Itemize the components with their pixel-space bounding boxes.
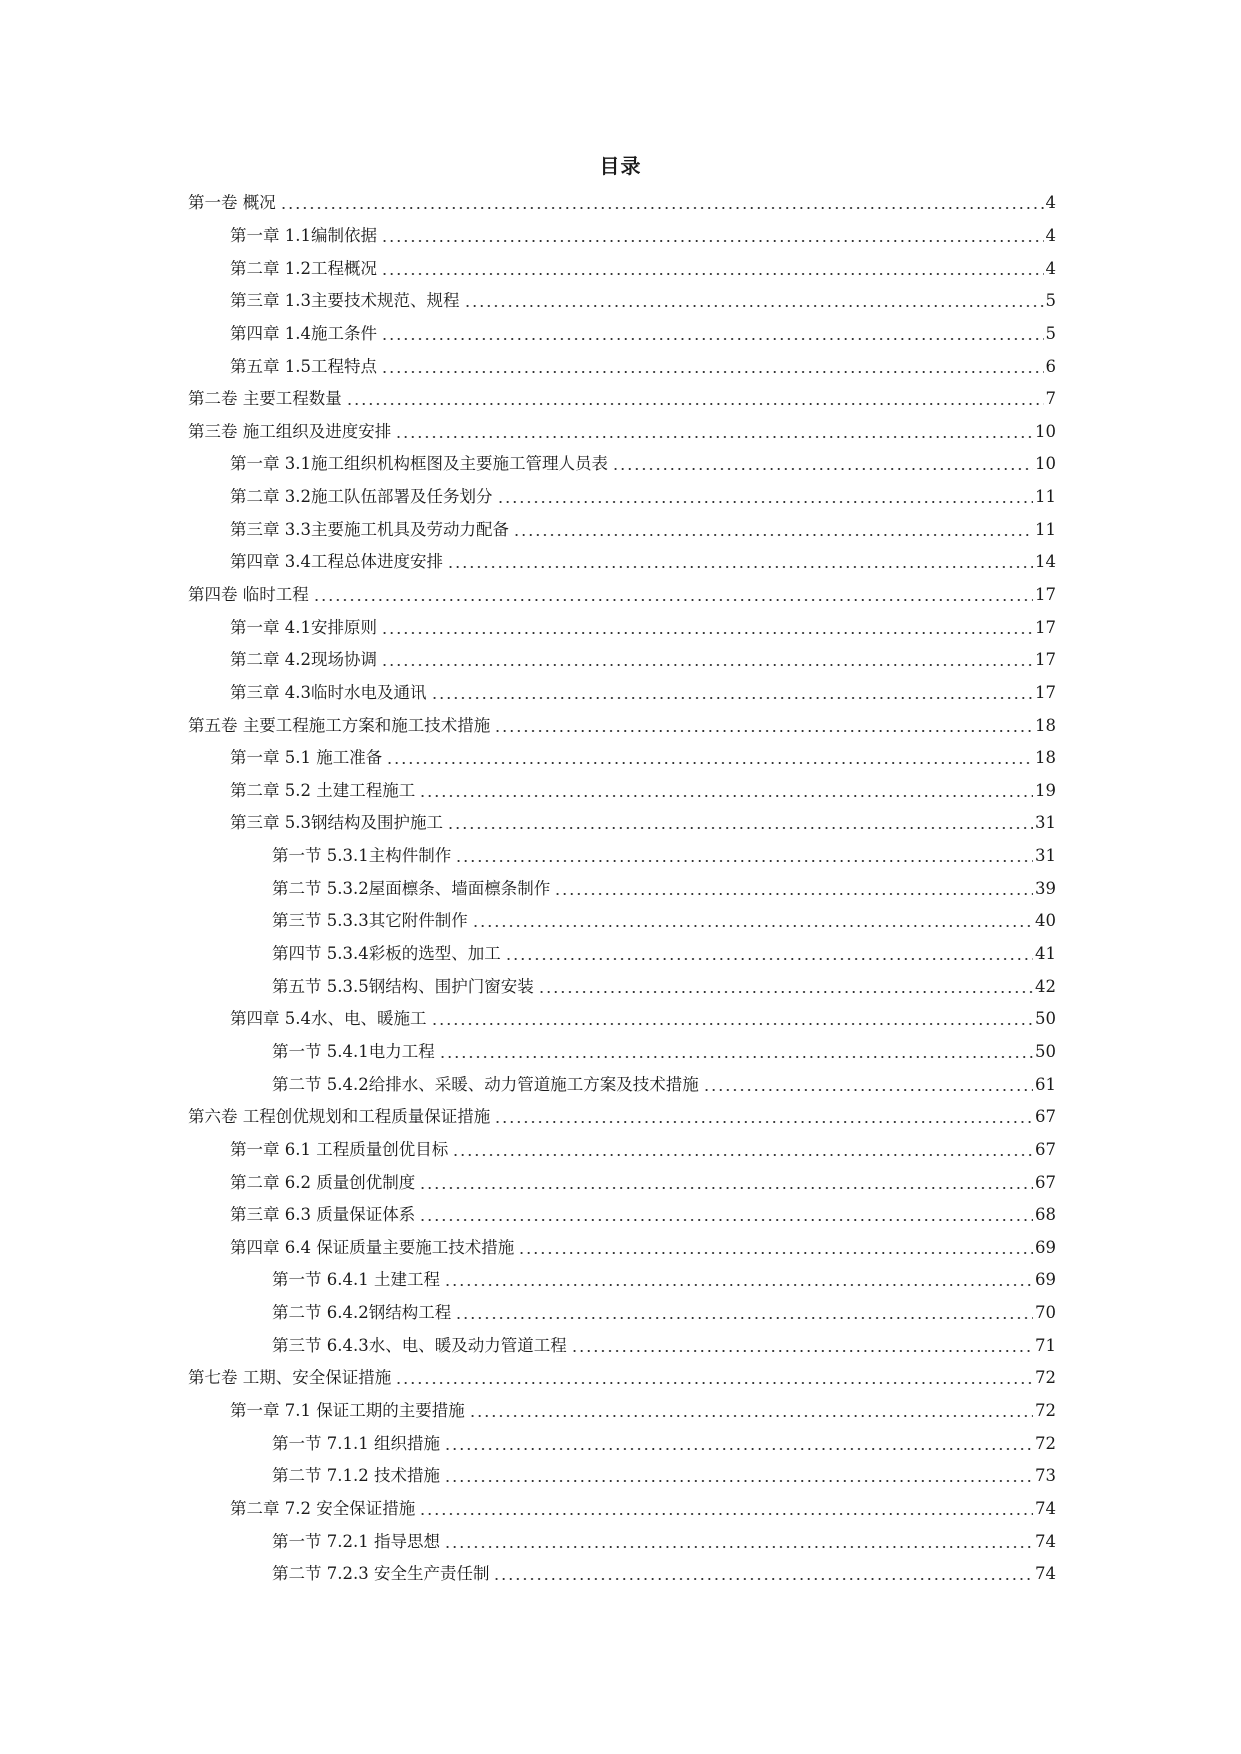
toc-entry[interactable] bbox=[188, 970, 1056, 1003]
toc-entry[interactable] bbox=[188, 1460, 1056, 1493]
toc-page-number: 19 bbox=[1035, 780, 1056, 800]
toc-page-number: 74 bbox=[1035, 1498, 1056, 1518]
toc-entry[interactable] bbox=[188, 1395, 1056, 1428]
toc-entry[interactable] bbox=[188, 807, 1056, 840]
toc-page-number: 7 bbox=[1045, 389, 1056, 409]
toc-entry[interactable] bbox=[188, 840, 1056, 873]
toc-entry-label: 第一章 3.1施工组织机构框图及主要施工管理人员表 bbox=[230, 454, 608, 474]
toc-entry[interactable] bbox=[188, 1199, 1056, 1232]
toc-page-number: 10 bbox=[1035, 454, 1056, 474]
toc-entry-label: 第五节 5.3.5钢结构、围护门窗安装 bbox=[272, 976, 534, 996]
toc-entry[interactable] bbox=[188, 1362, 1056, 1395]
toc-entry-label: 第三章 6.3 质量保证体系 bbox=[230, 1205, 416, 1225]
toc-page-number: 17 bbox=[1035, 585, 1056, 604]
toc-page-number: 10 bbox=[1035, 421, 1056, 441]
toc-page-number: 61 bbox=[1035, 1074, 1056, 1094]
toc-dot-leader bbox=[439, 1045, 1033, 1059]
toc-entry-label: 第三节 5.3.3其它附件制作 bbox=[272, 911, 468, 931]
toc-entry-label: 第四节 5.3.4彩板的选型、加工 bbox=[272, 944, 501, 964]
toc-entry[interactable] bbox=[188, 775, 1056, 808]
toc-entry-label: 第一节 5.3.1主构件制作 bbox=[272, 846, 452, 866]
toc-dot-leader bbox=[280, 196, 1044, 210]
toc-entry[interactable] bbox=[188, 220, 1056, 253]
toc-page-number: 70 bbox=[1035, 1303, 1056, 1323]
toc-page-number: 4 bbox=[1045, 258, 1056, 278]
toc-dot-leader bbox=[381, 621, 1033, 635]
toc-dot-leader bbox=[395, 425, 1033, 439]
toc-entry-label: 第二章 7.2 安全保证措施 bbox=[230, 1498, 416, 1518]
toc-entry-label: 第七卷 工期、安全保证措施 bbox=[188, 1368, 392, 1388]
toc-page-number: 69 bbox=[1035, 1270, 1056, 1290]
toc-title: 目录 bbox=[599, 154, 642, 178]
toc-entry[interactable] bbox=[188, 546, 1056, 579]
toc-entry-label: 第三章 3.3主要施工机具及劳动力配备 bbox=[230, 519, 509, 539]
toc-entry-label: 第二节 6.4.2钢结构工程 bbox=[272, 1303, 452, 1323]
toc-dot-leader bbox=[419, 784, 1033, 798]
toc-page-number: 74 bbox=[1035, 1564, 1056, 1584]
toc-entry-label: 第四章 5.4水、电、暖施工 bbox=[230, 1009, 427, 1029]
toc-entry-label: 第二节 5.3.2屋面檩条、墙面檩条制作 bbox=[272, 878, 551, 898]
toc-dot-leader bbox=[419, 1502, 1033, 1516]
toc-entry-label: 第一节 5.4.1电力工程 bbox=[272, 1041, 435, 1061]
toc-entry[interactable] bbox=[188, 252, 1056, 285]
toc-entry-label: 第一节 7.1.1 组织措施 bbox=[272, 1433, 440, 1453]
toc-dot-leader bbox=[381, 262, 1044, 276]
toc-dot-leader bbox=[493, 1567, 1033, 1581]
toc-entry[interactable] bbox=[188, 1134, 1056, 1167]
toc-entry[interactable] bbox=[188, 415, 1056, 448]
toc-entry[interactable] bbox=[188, 872, 1056, 905]
toc-dot-leader bbox=[452, 1143, 1033, 1157]
toc-entry-label: 第二章 4.2现场协调 bbox=[230, 650, 377, 670]
toc-dot-leader bbox=[538, 980, 1033, 994]
toc-dot-leader bbox=[571, 1339, 1033, 1353]
toc-dot-leader bbox=[497, 490, 1034, 504]
toc-dot-leader bbox=[505, 947, 1033, 961]
toc-entry-label: 第一节 6.4.1 土建工程 bbox=[272, 1270, 440, 1290]
toc-page-number: 71 bbox=[1035, 1335, 1056, 1355]
toc-dot-leader bbox=[419, 1176, 1033, 1190]
toc-entry[interactable] bbox=[188, 1003, 1056, 1036]
toc-dot-leader bbox=[381, 229, 1044, 243]
toc-entry[interactable] bbox=[188, 611, 1056, 644]
toc-entry-label: 第四卷 临时工程 bbox=[188, 585, 309, 604]
toc-entry[interactable] bbox=[188, 1297, 1056, 1330]
toc-entry-label: 第三章 4.3临时水电及通讯 bbox=[230, 682, 427, 702]
toc-entry-label: 第一节 7.2.1 指导思想 bbox=[272, 1531, 440, 1551]
toc-dot-leader bbox=[518, 1241, 1033, 1255]
toc-dot-leader bbox=[703, 1078, 1033, 1092]
toc-page-number: 42 bbox=[1035, 976, 1056, 996]
toc-entry-label: 第二节 7.2.3 安全生产责任制 bbox=[272, 1564, 490, 1584]
toc-entry-label: 第二节 7.1.2 技术措施 bbox=[272, 1466, 440, 1486]
toc-entry[interactable] bbox=[188, 1264, 1056, 1297]
toc-entry-label: 第四章 6.4 保证质量主要施工技术措施 bbox=[230, 1237, 515, 1257]
toc-entry-label: 第四章 1.4施工条件 bbox=[230, 323, 377, 343]
toc-entry[interactable] bbox=[188, 1558, 1056, 1591]
toc-dot-leader bbox=[455, 1306, 1033, 1320]
toc-dot-leader bbox=[513, 523, 1033, 537]
toc-entry[interactable] bbox=[188, 285, 1056, 318]
toc-entry[interactable] bbox=[188, 1427, 1056, 1460]
toc-entry-label: 第一章 7.1 保证工期的主要措施 bbox=[230, 1401, 465, 1421]
toc-entry[interactable] bbox=[188, 513, 1056, 546]
toc-page-number: 17 bbox=[1035, 682, 1056, 702]
toc-page-number: 18 bbox=[1035, 715, 1056, 735]
toc-dot-leader bbox=[386, 751, 1033, 765]
toc-dot-leader bbox=[346, 392, 1044, 406]
toc-entry[interactable] bbox=[188, 644, 1056, 677]
toc-page-number: 72 bbox=[1035, 1401, 1056, 1421]
toc-entry-label: 第一卷 概况 bbox=[188, 193, 276, 213]
toc-page-number: 73 bbox=[1035, 1466, 1056, 1486]
toc-page-number: 18 bbox=[1035, 748, 1056, 768]
toc-entry[interactable] bbox=[188, 318, 1056, 351]
toc-entry[interactable] bbox=[188, 350, 1056, 383]
toc-page-number: 17 bbox=[1035, 650, 1056, 670]
toc-dot-leader bbox=[431, 686, 1034, 700]
toc-entry-label: 第一章 1.1编制依据 bbox=[230, 225, 377, 245]
toc-page-number: 74 bbox=[1035, 1531, 1056, 1551]
toc-dot-leader bbox=[447, 816, 1033, 830]
toc-entry[interactable] bbox=[188, 677, 1056, 710]
toc-entry[interactable] bbox=[188, 448, 1056, 481]
toc-page-number: 17 bbox=[1035, 617, 1056, 637]
toc-entry[interactable] bbox=[188, 1101, 1056, 1134]
toc-entry[interactable] bbox=[188, 383, 1056, 416]
toc-entry-label: 第三节 6.4.3水、电、暖及动力管道工程 bbox=[272, 1335, 567, 1355]
toc-page-number: 67 bbox=[1035, 1139, 1056, 1159]
toc-dot-leader bbox=[554, 882, 1033, 896]
toc-entry-label: 第三章 1.3主要技术规范、规程 bbox=[230, 291, 460, 311]
toc-dot-leader bbox=[444, 1535, 1033, 1549]
toc-dot-leader bbox=[447, 555, 1033, 569]
toc-page-number: 31 bbox=[1035, 813, 1056, 833]
toc-page-number: 5 bbox=[1045, 323, 1056, 343]
toc-dot-leader bbox=[419, 1208, 1033, 1222]
toc-page-number: 4 bbox=[1045, 225, 1056, 245]
toc-page-number: 11 bbox=[1035, 487, 1056, 507]
toc-list bbox=[188, 187, 1056, 1591]
toc-entry-label: 第二章 1.2工程概况 bbox=[230, 258, 377, 278]
toc-entry[interactable] bbox=[188, 742, 1056, 775]
toc-entry[interactable] bbox=[188, 1232, 1056, 1265]
toc-page-number: 5 bbox=[1045, 291, 1056, 311]
toc-page-number: 39 bbox=[1035, 878, 1056, 898]
toc-entry[interactable] bbox=[188, 1525, 1056, 1558]
toc-entry[interactable] bbox=[188, 1036, 1056, 1069]
toc-dot-leader bbox=[494, 1110, 1033, 1124]
toc-page-number: 11 bbox=[1035, 519, 1056, 539]
toc-page-number: 31 bbox=[1035, 846, 1056, 866]
toc-entry-label: 第五卷 主要工程施工方案和施工技术措施 bbox=[188, 715, 491, 735]
toc-page-number: 68 bbox=[1035, 1205, 1056, 1225]
toc-page-number: 14 bbox=[1035, 552, 1056, 572]
toc-entry[interactable] bbox=[188, 1329, 1056, 1362]
toc-dot-leader bbox=[444, 1273, 1033, 1287]
toc-dot-leader bbox=[313, 588, 1033, 602]
toc-dot-leader bbox=[612, 457, 1033, 471]
toc-page-number: 6 bbox=[1045, 356, 1056, 376]
toc-entry[interactable] bbox=[188, 709, 1056, 742]
toc-entry-label: 第三章 5.3钢结构及围护施工 bbox=[230, 813, 443, 833]
toc-entry-label: 第一章 4.1安排原则 bbox=[230, 617, 377, 637]
toc-entry[interactable] bbox=[188, 579, 1056, 612]
toc-page-number: 50 bbox=[1035, 1009, 1056, 1029]
toc-dot-leader bbox=[464, 294, 1044, 308]
toc-dot-leader bbox=[444, 1437, 1033, 1451]
toc-entry-label: 第四章 3.4工程总体进度安排 bbox=[230, 552, 443, 572]
toc-entry[interactable] bbox=[188, 481, 1056, 514]
toc-entry[interactable] bbox=[188, 938, 1056, 971]
toc-dot-leader bbox=[472, 914, 1033, 928]
toc-page-number: 67 bbox=[1035, 1172, 1056, 1192]
toc-dot-leader bbox=[431, 1012, 1034, 1026]
toc-entry-label: 第二卷 主要工程数量 bbox=[188, 389, 342, 409]
toc-entry-label: 第一章 6.1 工程质量创优目标 bbox=[230, 1139, 449, 1159]
toc-dot-leader bbox=[381, 653, 1033, 667]
toc-dot-leader bbox=[444, 1469, 1033, 1483]
toc-dot-leader bbox=[381, 360, 1044, 374]
toc-entry-label: 第二章 3.2施工队伍部署及任务划分 bbox=[230, 487, 493, 507]
toc-page-number: 69 bbox=[1035, 1237, 1056, 1257]
toc-entry-label: 第二章 5.2 土建工程施工 bbox=[230, 780, 416, 800]
toc-entry-label: 第二节 5.4.2给排水、采暖、动力管道施工方案及技术措施 bbox=[272, 1074, 699, 1094]
toc-page-number: 41 bbox=[1035, 944, 1056, 964]
toc-entry-label: 第一章 5.1 施工准备 bbox=[230, 748, 383, 768]
toc-dot-leader bbox=[455, 849, 1033, 863]
toc-page-number: 67 bbox=[1035, 1107, 1056, 1127]
toc-entry[interactable] bbox=[188, 1068, 1056, 1101]
toc-dot-leader bbox=[494, 719, 1033, 733]
toc-entry[interactable] bbox=[188, 1493, 1056, 1526]
toc-page-number: 72 bbox=[1035, 1368, 1056, 1388]
toc-page-number: 4 bbox=[1045, 193, 1056, 213]
toc-entry-label: 第二章 6.2 质量创优制度 bbox=[230, 1172, 416, 1192]
toc-entry-label: 第五章 1.5工程特点 bbox=[230, 356, 377, 376]
toc-entry[interactable] bbox=[188, 1166, 1056, 1199]
toc-page-number: 40 bbox=[1035, 911, 1056, 931]
toc-entry[interactable] bbox=[188, 187, 1056, 220]
toc-entry-label: 第三卷 施工组织及进度安排 bbox=[188, 421, 392, 441]
toc-entry[interactable] bbox=[188, 905, 1056, 938]
toc-page-number: 50 bbox=[1035, 1041, 1056, 1061]
toc-entry-label: 第六卷 工程创优规划和工程质量保证措施 bbox=[188, 1107, 491, 1127]
toc-dot-leader bbox=[395, 1371, 1033, 1385]
toc-dot-leader bbox=[469, 1404, 1033, 1418]
toc-dot-leader bbox=[381, 327, 1044, 341]
toc-page-number: 72 bbox=[1035, 1433, 1056, 1453]
